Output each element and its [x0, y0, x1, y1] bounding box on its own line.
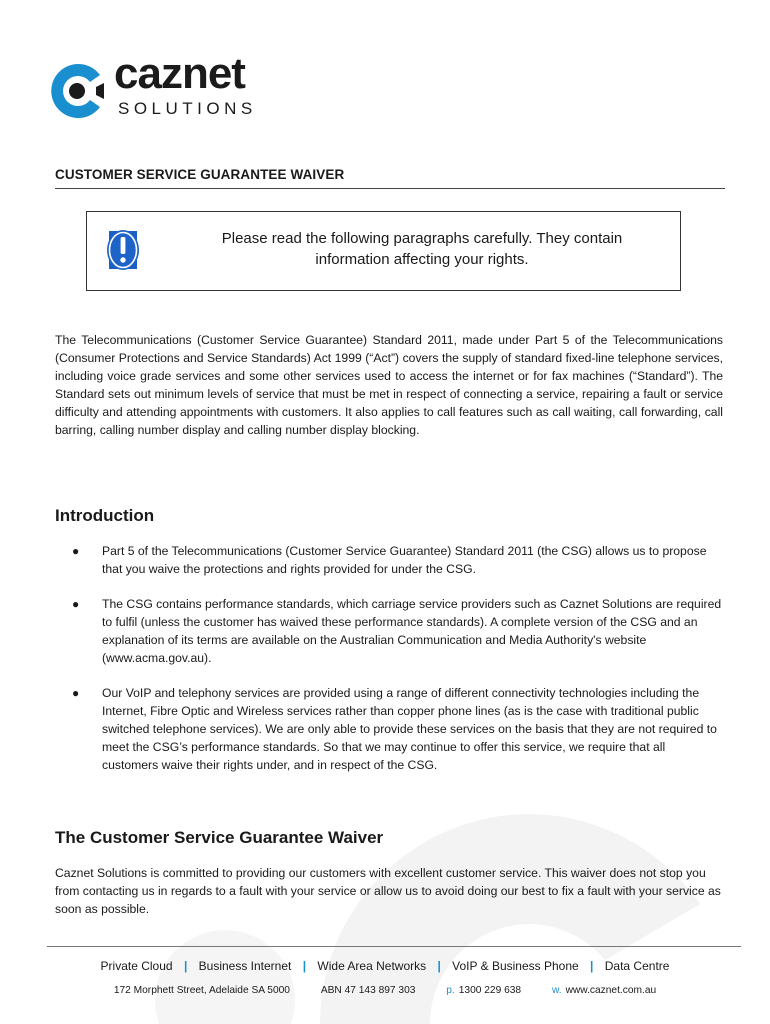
footer-contact — [0, 985, 770, 996]
introduction-list — [55, 542, 723, 791]
list-item: ● Our VoIP and telephony services are provided using a range of different connectivity technologies including the Internet, Fibre Optic and Wireless services rather than copper phone lines (as is the case with traditional public switched telephone services). We are only able to provide these services on the basis that they are not required to meet the CSG’s performance standards. So that we may continue to offer this service, we require that all customers waive their rights under, and in respect of the CSG. — [72, 686, 717, 772]
footer-link-voip[interactable]: VoIP & Business Phone — [452, 959, 579, 973]
list-item: ● Part 5 of the Telecommunications (Customer Service Guarantee) Standard 2011 (the CSG) allows us to propose that you waive the protections and rights provided for under the CSG. — [72, 544, 707, 576]
footer-separator: | — [302, 959, 307, 973]
footer-phone: p. 1300 229 638 — [446, 985, 522, 996]
footer-link-private-cloud[interactable]: Private Cloud — [100, 959, 173, 973]
footer-link-data-centre[interactable]: Data Centre — [604, 959, 670, 973]
footer-separator: | — [590, 959, 594, 973]
exclamation-icon — [105, 227, 141, 273]
bullet-icon: ● — [72, 597, 80, 611]
introduction-heading: Introduction — [55, 506, 155, 525]
bullet-icon: ● — [72, 686, 80, 700]
bullet-icon: ● — [72, 544, 80, 558]
logo-subtitle: SOLUTIONS — [118, 99, 257, 118]
footer-divider — [47, 946, 741, 947]
logo-wordmark: caznet — [114, 49, 245, 98]
footer-link-wide-area-networks[interactable]: Wide Area Networks — [317, 959, 427, 973]
caznet-mark-icon — [48, 60, 110, 122]
waiver-paragraph: Caznet Solutions is committed to providing our customers with excellent customer service. This waiver does not stop you from contacting us in regards to a fault with your service or allow us to avoid doing our best to fix a fault with your service as soon as possible. — [55, 866, 721, 916]
document-title: CUSTOMER SERVICE GUARANTEE WAIVER — [55, 167, 345, 182]
waiver-heading: The Customer Service Guarantee Waiver — [55, 828, 384, 847]
notice-box — [86, 211, 681, 291]
list-item: ● The CSG contains performance standards, which carriage service providers such as Caznet Solutions are required to fulfil (unless the customer has waived these performance standards). A complete version of the CSG and an explanation of its terms are available on the Australian Communication and Media Authority's website (www.acma.gov.au). — [72, 597, 722, 665]
footer-abn: ABN 47 143 897 303 — [320, 985, 416, 996]
title-divider — [55, 188, 725, 189]
footer-website[interactable]: w. www.caznet.com.au — [551, 985, 657, 996]
notice-text: Please read the following paragraphs carefully. They contain information affecting your rights. — [221, 230, 623, 268]
footer-separator: | — [183, 959, 188, 973]
footer-link-business-internet[interactable]: Business Internet — [198, 959, 292, 973]
footer-separator: | — [437, 959, 441, 973]
company-logo — [48, 49, 288, 122]
footer-services — [0, 959, 770, 973]
standard-paragraph: The Telecommunications (Customer Service Guarantee) Standard 2011, made under Part 5 of the Telecommunications (Consumer Protections and Service Standards) Act 1999 (“Act”) covers the supply of standard fixed-line telephone services, including voice grade services and some other services used to access the internet or for fax machines (“Standard”). The Standard sets out minimum levels of service that must be met in respect of connecting a service, repairing a fault or service difficulty and attending appointments with customers. It also applies to call features such as call waiting, call forwarding, call barring, calling number display and calling number display blocking. — [55, 333, 723, 437]
footer-address: 172 Morphett Street, Adelaide SA 5000 — [113, 985, 290, 996]
